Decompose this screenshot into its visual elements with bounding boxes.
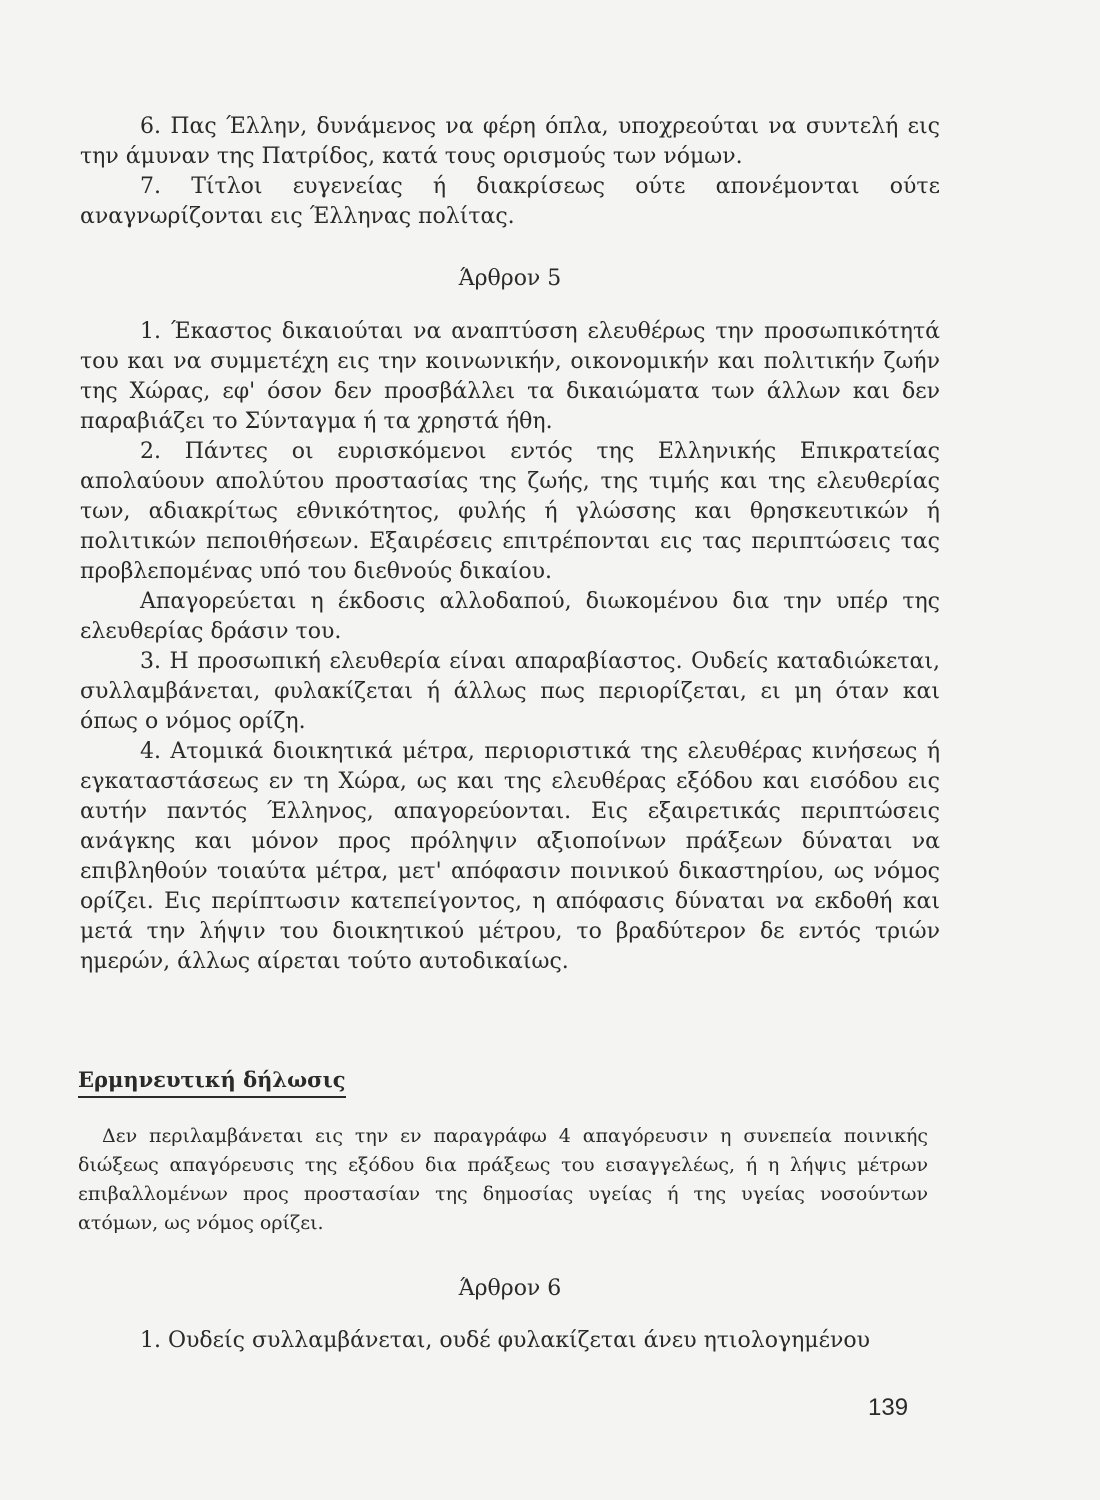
article6-body — [80, 1326, 940, 1356]
page-number: 139 — [868, 1394, 909, 1421]
article5-paragraph-3: 3. Η προσωπική ελευθερία είναι απαραβίαστος. Ουδείς καταδιώκεται, συλλαμβάνεται, φυλακίζεται ή άλλως πως περιορίζεται, ει μη όταν και όπως ο νόμος ορίζη. — [80, 649, 940, 734]
article6-paragraph-1: 1. Ουδείς συλλαμβάνεται, ουδέ φυλακίζεται άνευ ητιολογημένου — [140, 1328, 870, 1353]
article4-continuation — [80, 112, 940, 232]
article5-heading: Άρθρον 5 — [458, 266, 562, 291]
article5-paragraph-2: 2. Πάντες οι ευρισκόμενοι εντός της Ελληνικής Επικρατείας απολαύουν απολύτου προστασίας της ζωής, της τιμής και της ελευθερίας των, αδιακρίτως εθνικότητος, φυλής ή γλώσσης και θρησκευτικών ή πολιτικών πεποιθήσεων. Εξαιρέσεις επιτρέπονται εις τας περιπτώσεις τας προβλεπομένας υπό του διεθνούς δικαίου. — [80, 439, 940, 584]
interpretive-statement-title: Ερμηνευτική δήλωσις — [78, 1066, 346, 1098]
article4-paragraph-7: 7. Τίτλοι ευγενείας ή διακρίσεως ούτε απονέμονται ούτε αναγνωρίζονται εις Έλληνας πολίτας. — [80, 174, 940, 229]
article5-body — [80, 317, 940, 977]
article4-paragraph-6: 6. Πας Έλλην, δυνάμενος να φέρη όπλα, υποχρεούται να συντελή εις την άμυναν της Πατρίδος, κατά τους ορισμούς των νόμων. — [80, 114, 940, 169]
article5-paragraph-1: 1. Έκαστος δικαιούται να αναπτύσση ελευθέρως την προσωπικότητά του και να συμμετέχη εις την κοινωνικήν, οικονομικήν και πολιτικήν ζωήν της Χώρας, εφ' όσον δεν προσβάλλει τα δικαιώματα των άλλων και δεν παραβιάζει το Σύνταγμα ή τα χρηστά ήθη. — [80, 319, 940, 434]
article5-paragraph-2b: Απαγορεύεται η έκδοσις αλλοδαπού, διωκομένου δια την υπέρ της ελευθερίας δράσιν του. — [80, 589, 940, 644]
article5-paragraph-4: 4. Ατομικά διοικητικά μέτρα, περιοριστικά της ελευθέρας κινήσεως ή εγκαταστάσεως εν τη Χώρα, ως και της ελευθέρας εξόδου και εισόδου εις αυτήν παντός Έλληνος, απαγορεύονται. Εις εξαιρετικάς περιπτώσεις ανάγκης και μόνον προς πρόληψιν αξιοποίνων πράξεων δύναται να επιβληθούν τοιαύτα μέτρα, μετ' απόφασιν ποινικού δικαστηρίου, ως νόμος ορίζει. Εις περίπτωσιν κατεπείγοντος, η απόφασις δύναται να εκδοθή και μετά την λήψιν του διοικητικού μέτρου, το βραδύτερον δε εντός τριών ημερών, άλλως αίρεται τούτο αυτοδικαίως. — [80, 739, 940, 974]
article6-heading: Άρθρον 6 — [458, 1276, 562, 1301]
interpretive-statement-text: Δεν περιλαμβάνεται εις την εν παραγράφω 4 απαγόρευσιν η συνεπεία ποινικής διώξεως απαγόρευσις της εξόδου δια πράξεως του εισαγγελέως, ή η λήψις μέτρων επιβαλλομένων προς προστασίαν της δημοσίας υγείας ή της υγείας νοσούντων ατόμων, ως νόμος ορίζει. — [78, 1125, 928, 1234]
